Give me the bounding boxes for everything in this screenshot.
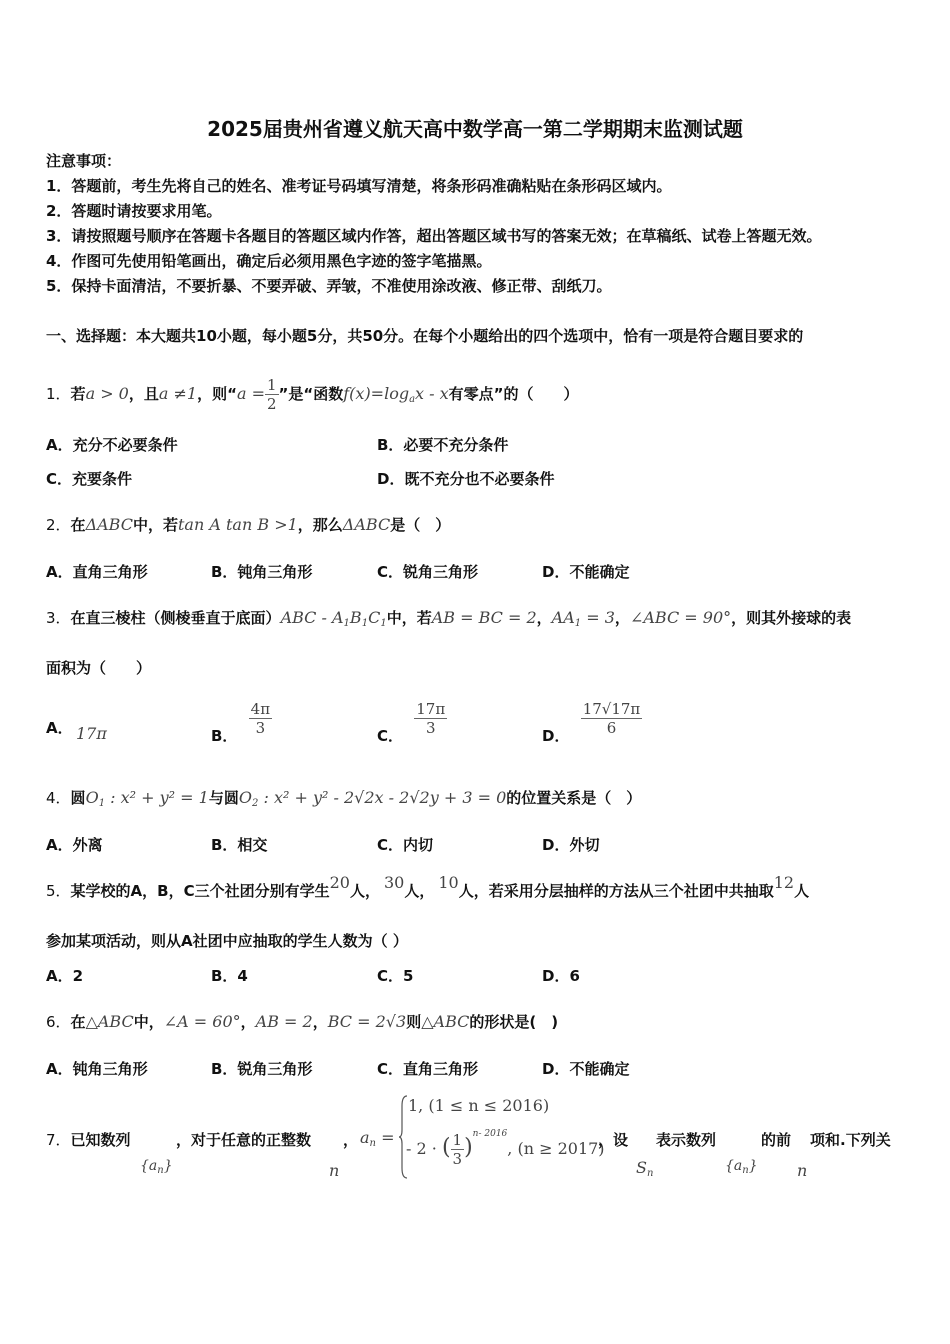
q2-option-b: B．钝角三角形 <box>211 563 313 581</box>
q7-an: $a_n$ = <box>360 1128 395 1149</box>
q7-n-2: n <box>797 1161 808 1180</box>
q7-sn: $S_n$ <box>636 1158 654 1179</box>
section-heading: 一、选择题：本大题共10小题，每小题5分，共50分。在每个小题给出的四个选项中，恰有一项是符合题目要求的 <box>46 327 804 345</box>
q6-option-a: A．钝角三角形 <box>46 1060 148 1078</box>
q4-option-c: C．内切 <box>377 836 434 854</box>
note-item-4: 4．作图可先使用铅笔画出，确定后必须用黑色字迹的签字笔描黑。 <box>46 252 492 270</box>
note-item-3: 3．请按照题号顺序在答题卡各题目的答题区域内作答，超出答题区域书写的答案无效；在草稿纸、试卷上答题无效。 <box>46 227 822 245</box>
q5-option-c: C．5 <box>377 967 414 985</box>
q3-option-a: A． 17π <box>46 719 107 743</box>
q3-option-d: D． $\frac{17√17\pi}{6}$ <box>542 700 641 745</box>
q1-option-b: B．必要不充分条件 <box>377 436 509 454</box>
q7-comma: ， <box>343 1131 359 1149</box>
q7-case-2: - 2 · ( $\frac{1}{3}$ )$^{n- 2016}$, (n ≥ 2017) <box>406 1129 605 1168</box>
q7-text-7: 项和.下列关 <box>810 1131 891 1149</box>
q7-text-6: 的前 <box>761 1131 792 1149</box>
q7-n-1: n <box>329 1161 340 1180</box>
q4-option-a: A．外离 <box>46 836 103 854</box>
note-item-5: 5．保持卡面清洁，不要折暴、不要弄破、弄皱，不准使用涂改液、修正带、刮纸刀。 <box>46 277 612 295</box>
page-title: 2025届贵州省遵义航天高中数学高一第二学期期末监测试题 <box>207 117 743 141</box>
q5-option-b: B．4 <box>211 967 248 985</box>
q6-option-d: D．不能确定 <box>542 1060 630 1078</box>
q4-option-b: B．相交 <box>211 836 268 854</box>
question-2: 2．在ΔABC中，若tan A tan B >1，那么ΔABC是（ ） <box>46 515 451 534</box>
question-5-cont: 参加某项活动，则从A社团中应抽取的学生人数为（ ） <box>46 932 408 950</box>
q1-option-a: A．充分不必要条件 <box>46 436 178 454</box>
question-3-cont: 面积为（ ） <box>46 659 152 677</box>
question-6: 6．在△ABC中，∠A = 60°，AB = 2，BC = 2√3则△ABC的形状是( ) <box>46 1012 559 1031</box>
q3-option-c: C． $\frac{17\pi}{3}$ <box>377 700 446 745</box>
q2-option-c: C．锐角三角形 <box>377 563 479 581</box>
q5-option-a: A．2 <box>46 967 84 985</box>
q6-option-c: C．直角三角形 <box>377 1060 479 1078</box>
q4-option-d: D．外切 <box>542 836 600 854</box>
q7-sequence-label-2: $\{a_n\}$ <box>725 1158 758 1176</box>
q7-text-2: ，对于任意的正整数 <box>176 1131 312 1149</box>
question-5: 5．某学校的A，B，C三个社团分别有学生20人， 30人， 10人，若采用分层抽样的方法从三个社团中共抽取12人 <box>46 873 810 900</box>
q7-sequence-label-1: $\{a_n\}$ <box>140 1158 173 1176</box>
question-7: 7．已知数列 <box>46 1131 131 1149</box>
q7-case-1: 1, (1 ≤ n ≤ 2016) <box>408 1096 550 1115</box>
notes-heading: 注意事项： <box>46 152 122 170</box>
question-3: 3．在直三棱柱（侧棱垂直于底面）$ABC - A_1B_1C_1$中，若AB = BC = 2，$AA_1 = 3$，∠ABC = 90°，则其外接球的表 <box>46 608 852 629</box>
question-1: 1．若a > 0，且a ≠1，则“a = $\frac{1}{2}$ ”是“函数$f(x)=\log_ax - x$有零点”的（ ） <box>46 376 579 413</box>
q1-fraction: $\frac{1}{2}$ <box>266 376 277 413</box>
q2-option-d: D．不能确定 <box>542 563 630 581</box>
question-4: 4．圆$O_1$ : x² + y² = 1与圆$O_2$ : x² + y² - 2√2x - 2√2y + 3 = 0的位置关系是（ ） <box>46 788 642 809</box>
q6-option-b: B．锐角三角形 <box>211 1060 313 1078</box>
q2-option-a: A．直角三角形 <box>46 563 148 581</box>
q5-option-d: D．6 <box>542 967 580 985</box>
q7-text-5: 表示数列 <box>656 1131 717 1149</box>
q7-text-4: ，设 <box>598 1131 629 1149</box>
note-item-1: 1．答题前，考生先将自己的姓名、准考证号码填写清楚，将条形码准确粘贴在条形码区域内。 <box>46 177 672 195</box>
q1-option-d: D．既不充分也不必要条件 <box>377 470 555 488</box>
q1-number: 1． <box>46 385 71 403</box>
q1-option-c: C．充要条件 <box>46 470 133 488</box>
q3-option-b: B． $\frac{4\pi}{3}$ <box>211 700 271 745</box>
note-item-2: 2．答题时请按要求用笔。 <box>46 202 222 220</box>
